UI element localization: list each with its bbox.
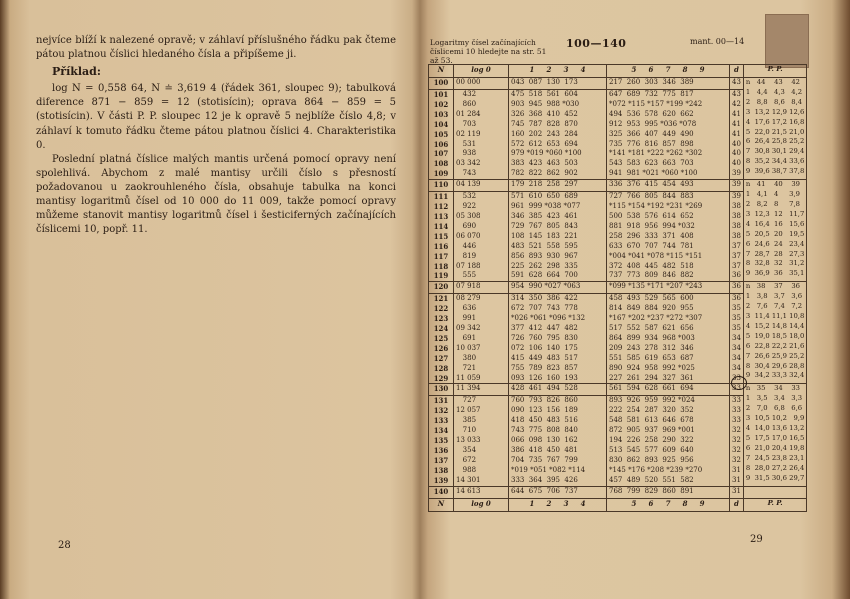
logarithm-table xyxy=(428,64,807,512)
group-cols-5-9: 458 493 529 565 600 814 849 884 920 955 *167 *202 *237 *272 *307 517 552 587 621 656 864 899 934 968 *003 209 243 278 312 346 551 585 619 653 687 890 924 958 992 *025 227 261 294 327 361 xyxy=(607,294,730,384)
row-cols-1-4: 428 461 494 528 xyxy=(509,384,607,396)
footer-cols-1-4: 1 2 3 4 xyxy=(509,498,607,511)
row-cols-1-4: 179 218 258 297 xyxy=(509,180,607,192)
row-cols-5-9: 768 799 829 860 891 xyxy=(607,486,730,498)
group-cols-5-9: 647 689 732 775 817 *072 *115 *157 *199 *242 494 536 578 620 662 912 953 995 *036 *078 325 366 407 449 490 735 776 816 857 898 *141 *181 *222 *262 *302 543 583 623 663 703 941 981 *021 *060 *100 xyxy=(607,90,730,180)
right-page-number: 29 xyxy=(750,534,763,545)
group-cols-1-4: 314 350 386 422 672 707 743 778 *026 *061 *096 *132 377 412 447 482 726 760 795 830 072 106 140 175 415 449 483 517 755 789 823 857 093 126 160 193 xyxy=(509,294,607,384)
group-n: 131 132 133 134 135 136 137 138 139 xyxy=(429,396,454,486)
row-log0: 04 139 xyxy=(454,180,509,192)
row-d: 39 xyxy=(730,180,744,192)
row-log0: 11 394 xyxy=(454,384,509,396)
table-caption: Logaritmy čísel začínajících číslicemi 10 hledejte na str. 51 až 53. xyxy=(430,38,547,65)
paragraph-example: log N = 0,558 64, N ≐ 3,619 4 (řádek 361, sloupec 9); tabulková diference 871 − 859 = 12 (stotisícin); oprava 864 − 859 = 5 (stotisícin). V části P. P. sloupec 12 je k opravě 5 nejblíže číslo 4,8; v záhlaví k tomuto řádku čteme pátou platnou číslici 4. Charakteristika 0. xyxy=(36,83,396,151)
row-d: 43 xyxy=(730,78,744,90)
table-row xyxy=(429,180,807,192)
group-cols-1-4: 571 610 650 689 961 999 *038 *077 346 385 423 461 729 767 805 843 108 145 183 221 483 521 558 595 856 893 930 967 225 262 298 335 591 628 664 700 xyxy=(509,192,607,282)
group-cols-1-4: 475 518 561 604 903 945 988 *030 326 368 410 452 745 787 828 870 160 202 243 284 572 612 653 694 979 *019 *060 *100 383 423 463 503 782 822 862 902 xyxy=(509,90,607,180)
page-tab-marker xyxy=(765,14,809,68)
table-row xyxy=(429,384,807,396)
table-row xyxy=(429,78,807,90)
group-d: 43 42 41 41 41 40 40 40 39 xyxy=(730,90,744,180)
row-cols-1-4: 043 087 130 173 xyxy=(509,78,607,90)
row-cols-5-9: 561 594 628 661 694 xyxy=(607,384,730,396)
group-d: 36 35 35 35 34 34 34 34 33 xyxy=(730,294,744,384)
proportional-parts: n 35 34 33 1 3,5 3,4 3,3 2 7,0 6,8 6,6 3 10,5 10,2 9,9 4 14,0 13,6 13,2 5 17,5 17,0 16,5 6 21,0 20,4 19,8 7 24,5 23,8 23,1 8 28,0 27,2 26,4 9 31,5 30,6 29,7 xyxy=(743,384,806,486)
group-log0: 08 279 636 991 09 342 691 10 037 380 721 11 059 xyxy=(454,294,509,384)
row-n: 110 xyxy=(429,180,454,192)
footer-cols-5-9: 5 6 7 8 9 xyxy=(607,498,730,511)
paragraph-note: Poslední platná číslice malých mantis určená pomocí opravy není spolehlivá. Abychom z malé mantisy určili číslo s přesností požadovanou u zaokrouhleného čísla, obsahuje tabulka na konci mantisy logaritmů čísel od 10 000 do 11 009, takže pomocí opravy můžeme stanovit mantisy logaritmů čísel i šesticiferných začínajících číslicemi 10, popř. 11. xyxy=(36,153,396,236)
table-row xyxy=(429,282,807,294)
example-heading: Příklad: xyxy=(52,65,101,79)
row-n: 140 xyxy=(429,486,454,498)
row-log0: 07 918 xyxy=(454,282,509,294)
row-cols-5-9: 336 376 415 454 493 xyxy=(607,180,730,192)
proportional-parts: n 38 37 36 1 3,8 3,7 3,6 2 7,6 7,4 7,2 3 11,4 11,1 10,8 4 15,2 14,8 14,4 5 19,0 18,5 18,0 6 22,8 22,2 21,6 7 26,6 25,9 25,2 8 30,4 29,6 28,8 9 34,2 33,3 32,4 xyxy=(743,282,806,384)
table-header-row xyxy=(429,65,807,78)
group-d: 33 33 33 32 32 32 32 31 31 xyxy=(730,396,744,486)
pencil-loop-mark xyxy=(731,376,747,390)
paragraph-continuation: nejvíce blíží k nalezené opravě; v záhlaví příslušného řádku pak čteme pátou platnou číslici hledaného čísla a připíšeme ji. xyxy=(36,35,396,61)
header-pp: P. P. xyxy=(743,65,806,78)
table-row xyxy=(429,486,807,498)
group-log0: 727 12 057 385 710 13 033 354 672 988 14 301 xyxy=(454,396,509,486)
row-cols-5-9: *099 *135 *171 *207 *243 xyxy=(607,282,730,294)
row-n: 100 xyxy=(429,78,454,90)
group-n: 121 122 123 124 125 126 127 128 129 xyxy=(429,294,454,384)
row-log0: 00 000 xyxy=(454,78,509,90)
footer-log0: log 0 xyxy=(454,498,509,511)
group-cols-1-4: 760 793 826 860 090 123 156 189 418 450 483 516 743 775 808 840 066 098 130 162 386 418 450 481 704 735 767 799 *019 *051 *082 *114 333 364 395 426 xyxy=(509,396,607,486)
mantissa-range: mant. 00—14 xyxy=(690,37,745,46)
table-footer-row xyxy=(429,498,807,511)
group-d: 39 38 38 38 38 37 37 37 36 xyxy=(730,192,744,282)
header-cols-1-4: 1 2 3 4 xyxy=(509,65,607,78)
row-cols-1-4: 954 990 *027 *063 xyxy=(509,282,607,294)
left-page-number: 28 xyxy=(58,540,71,551)
row-log0: 14 613 xyxy=(454,486,509,498)
row-d: 33 xyxy=(730,384,744,396)
group-cols-5-9: 727 766 805 844 883 *115 *154 *192 *231 *269 500 538 576 614 652 881 918 956 994 *032 258 296 333 371 408 633 670 707 744 781 *004 *041 *078 *115 *151 372 408 445 482 518 737 773 809 846 882 xyxy=(607,192,730,282)
row-d: 31 xyxy=(730,486,744,498)
proportional-parts: n 44 43 42 1 4,4 4,3 4,2 2 8,8 8,6 8,4 3 13,2 12,9 12,6 4 17,6 17,2 16,8 5 22,0 21,5 21,0 6 26,4 25,8 25,2 7 30,8 30,1 29,4 8 35,2 34,4 33,6 9 39,6 38,7 37,8 xyxy=(743,78,806,180)
empty-cell xyxy=(743,486,806,498)
row-d: 36 xyxy=(730,282,744,294)
group-n: 111 112 113 114 115 116 117 118 119 xyxy=(429,192,454,282)
group-log0: 432 860 01 284 703 02 119 531 938 03 342 743 xyxy=(454,90,509,180)
group-log0: 532 922 05 308 690 06 070 446 819 07 188 555 xyxy=(454,192,509,282)
header-n: N xyxy=(429,65,454,78)
footer-pp: P. P. xyxy=(743,498,806,511)
left-page-text xyxy=(36,34,396,237)
row-cols-5-9: 217 260 303 346 389 xyxy=(607,78,730,90)
group-n: 101 102 103 104 105 106 107 108 109 xyxy=(429,90,454,180)
footer-d: d xyxy=(730,498,744,511)
table-range: 100—140 xyxy=(566,37,627,50)
row-cols-1-4: 644 675 706 737 xyxy=(509,486,607,498)
proportional-parts: n 41 40 39 1 4,1 4 3,9 2 8,2 8 7,8 3 12,3 12 11,7 4 16,4 16 15,6 5 20,5 20 19,5 6 24,6 24 23,4 7 28,7 28 27,3 8 32,8 32 31,2 9 36,9 36 35,1 xyxy=(743,180,806,282)
header-cols-5-9: 5 6 7 8 9 xyxy=(607,65,730,78)
group-cols-5-9: 893 926 959 992 *024 222 254 287 320 352 548 581 613 646 678 872 905 937 969 *001 194 226 258 290 322 513 545 577 609 640 830 862 893 925 956 *145 *176 *208 *239 *270 457 489 520 551 582 xyxy=(607,396,730,486)
row-n: 120 xyxy=(429,282,454,294)
row-n: 130 xyxy=(429,384,454,396)
footer-n: N xyxy=(429,498,454,511)
header-log0: log 0 xyxy=(454,65,509,78)
header-d: d xyxy=(730,65,744,78)
